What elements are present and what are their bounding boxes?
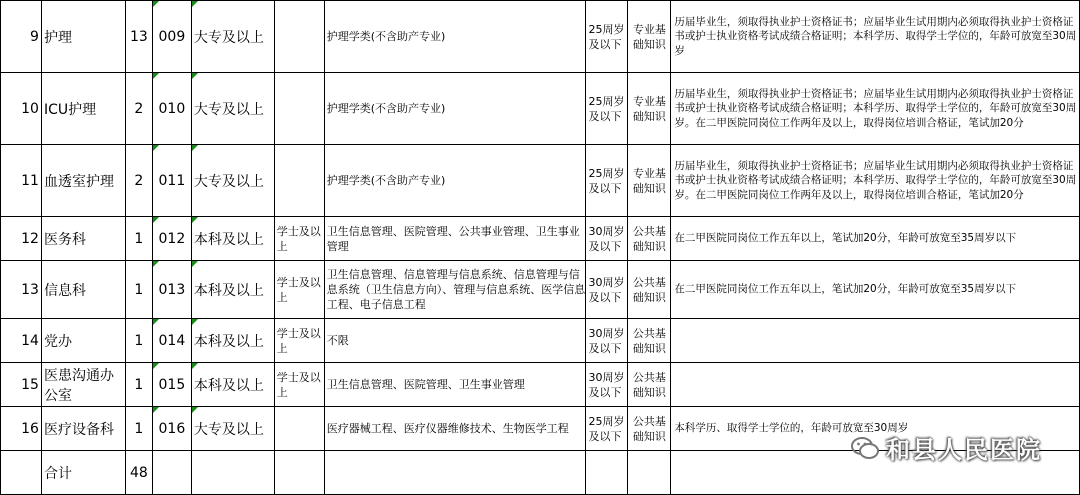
- degree-cell: [274, 145, 324, 217]
- department-cell: [41, 73, 125, 145]
- comment-marker-icon: [153, 73, 159, 79]
- department: 信息科: [43, 282, 86, 299]
- department-cell: [41, 261, 125, 319]
- row-number-cell: [1, 217, 42, 261]
- position-code-cell: [152, 407, 191, 451]
- comment-marker-icon: [192, 1, 198, 7]
- position-count-cell: [125, 217, 152, 261]
- requirements: 历届毕业生，须取得执业护士资格证书；应届毕业生试用期内必须取得执业护士资格证书或护士执业资格考试成绩合格证明；本科学历、取得学士学位的，年龄可放宽至30周岁。在二甲医院同岗位工作两年及以上，取得岗位培训合格证，笔试加20分: [674, 159, 1077, 201]
- row-number: 15: [21, 376, 39, 393]
- empty-cell: [274, 451, 324, 495]
- position-code: 013: [158, 281, 186, 298]
- row-number: 14: [21, 332, 39, 349]
- requirements: 在二甲医院同岗位工作五年以上，笔试加20分，年龄可放宽至35周岁以下: [674, 232, 1017, 245]
- table-row: [1, 1, 1080, 73]
- exam-subject-cell: [628, 261, 671, 319]
- position-code: 012: [158, 230, 186, 247]
- position-code: 016: [158, 420, 186, 437]
- degree-cell: [274, 1, 324, 73]
- education: 本科及以上: [193, 377, 264, 394]
- position-code-cell: [152, 319, 191, 363]
- degree-cell: [274, 261, 324, 319]
- position-count-cell: [125, 363, 152, 407]
- total-label: 合计: [43, 465, 72, 482]
- education-cell: [191, 1, 274, 73]
- degree: 学士及以上: [276, 224, 321, 253]
- row-number: 12: [21, 230, 39, 247]
- education: 大专及以上: [193, 421, 264, 438]
- requirements: 历届毕业生，须取得执业护士资格证书；应届毕业生试用期内必须取得执业护士资格证书或护士执业资格考试成绩合格证明；本科学历、取得学士学位的，年龄可放宽至30周岁。在二甲医院同岗位工作两年及以上，取得岗位培训合格证，笔试加20分: [674, 87, 1077, 129]
- position-count-cell: [125, 407, 152, 451]
- watermark: [850, 430, 1042, 465]
- degree-cell: [274, 319, 324, 363]
- table-row: [1, 319, 1080, 363]
- position-code: 015: [158, 376, 186, 393]
- comment-marker-icon: [192, 217, 198, 223]
- total-count-cell: [125, 451, 152, 495]
- position-code-cell: [152, 145, 191, 217]
- major: 医疗器械工程、医疗仪器维修技术、生物医学工程: [326, 422, 569, 435]
- table-row: [1, 145, 1080, 217]
- age-limit-cell: [586, 1, 628, 73]
- education-cell: [191, 217, 274, 261]
- major-cell: [324, 73, 586, 145]
- position-count: 2: [134, 100, 144, 117]
- exam-subject-cell: [628, 363, 671, 407]
- exam-subject: 公共基础知识: [632, 275, 666, 304]
- empty-cell: [1, 451, 42, 495]
- wechat-icon: [850, 435, 880, 461]
- education: 本科及以上: [193, 282, 264, 299]
- empty-cell: [628, 451, 671, 495]
- comment-marker-icon: [153, 261, 159, 267]
- position-count-cell: [125, 73, 152, 145]
- position-count-cell: [125, 319, 152, 363]
- department-cell: [41, 363, 125, 407]
- education: 本科及以上: [193, 231, 264, 248]
- degree-cell: [274, 407, 324, 451]
- department: 医患沟通办公室: [43, 367, 114, 404]
- degree-cell: [274, 363, 324, 407]
- major: 卫生信息管理、医院管理、公共事业管理、卫生事业管理: [326, 224, 580, 253]
- degree: 学士及以上: [276, 275, 321, 304]
- requirements-cell: [671, 145, 1080, 217]
- row-number: 10: [21, 100, 39, 117]
- exam-subject-cell: [628, 145, 671, 217]
- position-count: 1: [134, 230, 144, 247]
- position-code: 014: [158, 332, 186, 349]
- row-number-cell: [1, 319, 42, 363]
- exam-subject: 公共基础知识: [632, 224, 666, 253]
- total-label-cell: [41, 451, 125, 495]
- row-number: 13: [21, 281, 39, 298]
- comment-marker-icon: [192, 363, 198, 369]
- department-cell: [41, 319, 125, 363]
- position-count: 1: [134, 332, 144, 349]
- table-row: [1, 363, 1080, 407]
- requirements-cell: [671, 319, 1080, 363]
- age-limit-cell: [586, 407, 628, 451]
- department-cell: [41, 217, 125, 261]
- education-cell: [191, 145, 274, 217]
- exam-subject: 专业基础知识: [632, 94, 666, 123]
- department: 党办: [43, 333, 72, 350]
- exam-subject: 公共基础知识: [632, 414, 666, 443]
- empty-cell: [191, 451, 274, 495]
- position-count: 1: [134, 281, 144, 298]
- exam-subject-cell: [628, 1, 671, 73]
- row-number-cell: [1, 363, 42, 407]
- position-code: 011: [158, 172, 186, 189]
- requirements: 历届毕业生，须取得执业护士资格证书；应届毕业生试用期内必须取得执业护士资格证书或护士执业资格考试成绩合格证明；本科学历、取得学士学位的，年龄可放宽至30周岁: [674, 15, 1077, 57]
- comment-marker-icon: [153, 1, 159, 7]
- comment-marker-icon: [192, 407, 198, 413]
- position-count: 13: [129, 28, 148, 45]
- degree-cell: [274, 217, 324, 261]
- department-cell: [41, 407, 125, 451]
- empty-cell: [152, 451, 191, 495]
- degree-cell: [274, 73, 324, 145]
- major-cell: [324, 261, 586, 319]
- position-code-cell: [152, 73, 191, 145]
- position-code-cell: [152, 363, 191, 407]
- age-limit: 30周岁及以下: [588, 326, 625, 355]
- department-cell: [41, 1, 125, 73]
- education: 大专及以上: [193, 29, 264, 46]
- requirements: 本科学历、取得学士学位的，年龄可放宽至30周岁: [674, 422, 909, 435]
- position-code-cell: [152, 217, 191, 261]
- position-count-cell: [125, 145, 152, 217]
- age-limit-cell: [586, 261, 628, 319]
- exam-subject-cell: [628, 407, 671, 451]
- row-number-cell: [1, 407, 42, 451]
- major: 护理学类(不含助产专业): [326, 30, 446, 43]
- requirements: 在二甲医院同岗位工作五年以上，笔试加20分，年龄可放宽至35周岁以下: [674, 283, 1017, 296]
- age-limit-cell: [586, 217, 628, 261]
- table-row: [1, 261, 1080, 319]
- row-number-cell: [1, 145, 42, 217]
- watermark-text: 和县人民医院: [886, 436, 1042, 464]
- empty-cell: [324, 451, 586, 495]
- age-limit: 25周岁及以下: [588, 22, 625, 51]
- comment-marker-icon: [153, 217, 159, 223]
- position-count: 1: [134, 420, 144, 437]
- major: 不限: [326, 334, 349, 347]
- exam-subject: 公共基础知识: [632, 370, 666, 399]
- major: 卫生信息管理、信息管理与信息系统、信息管理与信息系统（卫生信息方向）、管理与信息系统、医学信息工程、电子信息工程: [326, 268, 586, 311]
- row-number-cell: [1, 73, 42, 145]
- age-limit-cell: [586, 319, 628, 363]
- exam-subject-cell: [628, 319, 671, 363]
- requirements-cell: [671, 73, 1080, 145]
- degree: 学士及以上: [276, 370, 321, 399]
- exam-subject-cell: [628, 217, 671, 261]
- age-limit: 30周岁及以下: [588, 370, 625, 399]
- comment-marker-icon: [153, 145, 159, 151]
- age-limit: 25周岁及以下: [588, 94, 625, 123]
- position-code: 010: [158, 100, 186, 117]
- education-cell: [191, 73, 274, 145]
- table-row: [1, 73, 1080, 145]
- exam-subject: 公共基础知识: [632, 326, 666, 355]
- major: 卫生信息管理、医院管理、卫生事业管理: [326, 378, 525, 391]
- education: 大专及以上: [193, 173, 264, 190]
- department: 护理: [43, 29, 72, 46]
- exam-subject: 专业基础知识: [632, 166, 666, 195]
- department: 医务科: [43, 231, 86, 248]
- position-code-cell: [152, 1, 191, 73]
- requirements-cell: [671, 261, 1080, 319]
- age-limit: 25周岁及以下: [588, 166, 625, 195]
- major: 护理学类(不含助产专业): [326, 174, 446, 187]
- exam-subject-cell: [628, 73, 671, 145]
- major-cell: [324, 363, 586, 407]
- comment-marker-icon: [153, 319, 159, 325]
- major-cell: [324, 319, 586, 363]
- row-number: 11: [21, 172, 39, 189]
- comment-marker-icon: [192, 73, 198, 79]
- department: ICU护理: [43, 101, 97, 118]
- age-limit: 25周岁及以下: [588, 414, 625, 443]
- comment-marker-icon: [192, 145, 198, 151]
- requirements-cell: [671, 363, 1080, 407]
- comment-marker-icon: [192, 319, 198, 325]
- exam-subject: 专业基础知识: [632, 22, 666, 51]
- age-limit-cell: [586, 363, 628, 407]
- education-cell: [191, 363, 274, 407]
- position-count: 1: [134, 376, 144, 393]
- row-number: 16: [21, 420, 39, 437]
- age-limit: 30周岁及以下: [588, 275, 625, 304]
- age-limit-cell: [586, 145, 628, 217]
- education-cell: [191, 319, 274, 363]
- total-count: 48: [129, 464, 148, 481]
- position-code: 009: [158, 28, 186, 45]
- major-cell: [324, 1, 586, 73]
- position-count: 2: [134, 172, 144, 189]
- position-code-cell: [152, 261, 191, 319]
- major-cell: [324, 145, 586, 217]
- table-row: [1, 217, 1080, 261]
- row-number-cell: [1, 261, 42, 319]
- requirements-cell: [671, 217, 1080, 261]
- age-limit-cell: [586, 73, 628, 145]
- row-number-cell: [1, 1, 42, 73]
- education: 大专及以上: [193, 101, 264, 118]
- requirements-cell: [671, 1, 1080, 73]
- position-count-cell: [125, 1, 152, 73]
- education-cell: [191, 407, 274, 451]
- empty-cell: [586, 451, 628, 495]
- department: 血透室护理: [43, 173, 114, 190]
- department: 医疗设备科: [43, 421, 114, 438]
- age-limit: 30周岁及以下: [588, 224, 625, 253]
- comment-marker-icon: [153, 407, 159, 413]
- education: 本科及以上: [193, 333, 264, 350]
- department-cell: [41, 145, 125, 217]
- education-cell: [191, 261, 274, 319]
- degree: 学士及以上: [276, 326, 321, 355]
- major-cell: [324, 217, 586, 261]
- position-count-cell: [125, 261, 152, 319]
- comment-marker-icon: [192, 261, 198, 267]
- major-cell: [324, 407, 586, 451]
- comment-marker-icon: [153, 363, 159, 369]
- major: 护理学类(不含助产专业): [326, 102, 446, 115]
- row-number: 9: [30, 28, 39, 45]
